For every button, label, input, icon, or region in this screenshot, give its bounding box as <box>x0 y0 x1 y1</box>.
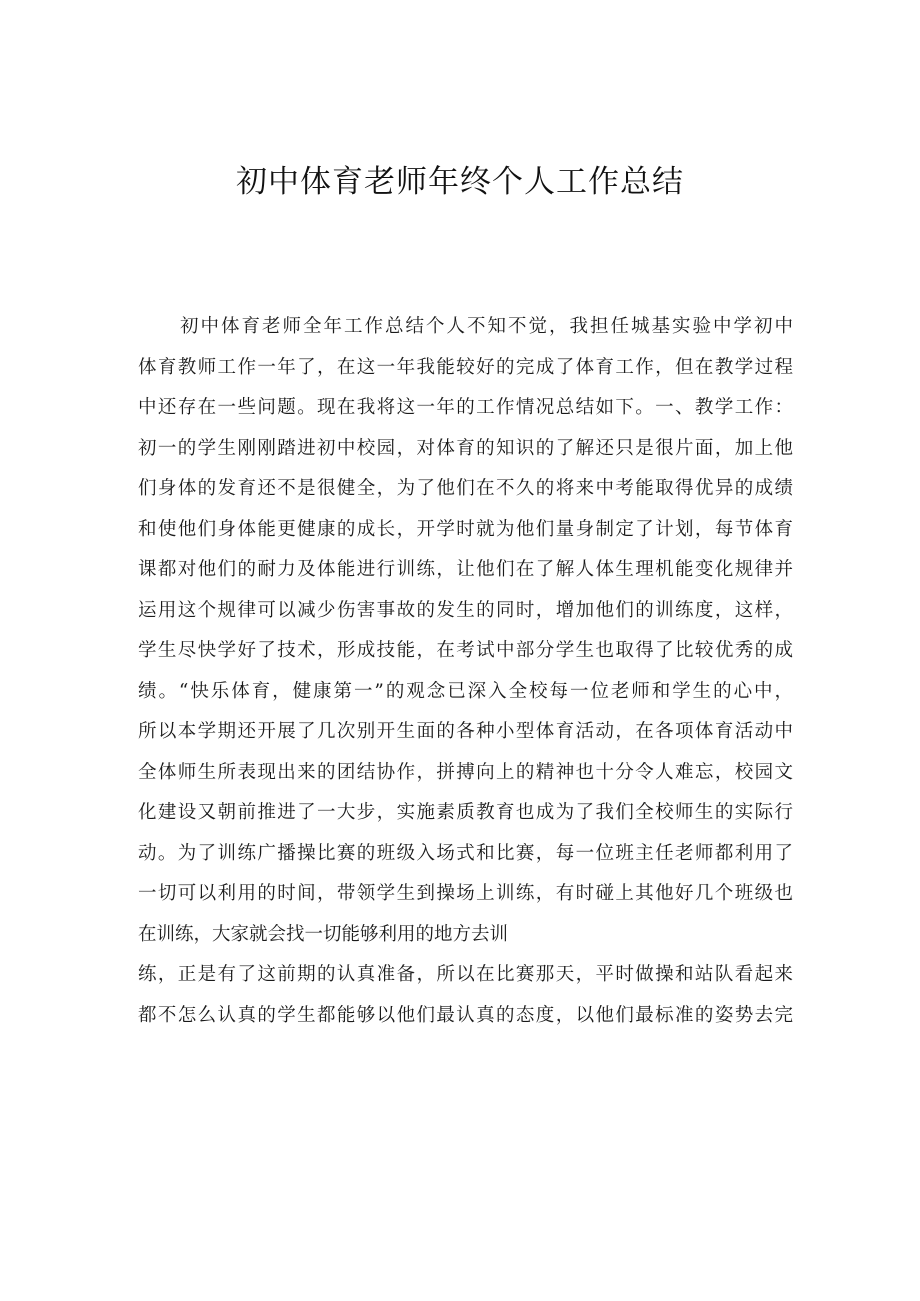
body-line: 初一的学生刚刚踏进初中校园，对体育的知识的了解还只是很片面，加上他 <box>138 437 793 459</box>
body-line: 运用这个规律可以减少伤害事故的发生的同时，增加他们的训练度，这样， <box>138 599 793 621</box>
body-line: 在训练，大家就会找一切能够利用的地方去训 <box>138 923 509 945</box>
body-line: 和使他们身体能更健康的成长，开学时就为他们量身制定了计划，每节体育 <box>138 518 793 540</box>
body-line: 化建设又朝前推进了一大步，实施素质教育也成为了我们全校师生的实际行 <box>138 802 793 823</box>
body-line: 绩。“快乐体育，健康第一”的观念已深入全校每一位老师和学生的心中， <box>138 680 793 702</box>
document-title: 初中体育老师年终个人工作总结 <box>236 164 684 200</box>
body-line: 全体师生所表现出来的团结协作，拼搏向上的精神也十分令人难忘，校园文 <box>138 761 793 783</box>
body-line: 们身体的发育还不是很健全，为了他们在不久的将来中考能取得优异的成绩 <box>138 478 793 499</box>
body-line: 练，正是有了这前期的认真准备，所以在比赛那天，平时做操和站队看起来 <box>138 964 793 985</box>
document-body <box>138 307 793 1036</box>
body-line: 动。为了训练广播操比赛的班级入场式和比赛，每一位班主任老师都利用了 <box>138 842 793 864</box>
body-line: 学生尽快学好了技术，形成技能，在考试中部分学生也取得了比较优秀的成 <box>138 640 793 661</box>
body-line: 初中体育老师全年工作总结个人不知不觉，我担任城基实验中学初中 <box>180 316 793 337</box>
body-line: 都不怎么认真的学生都能够以他们最认真的态度，以他们最标准的姿势去完 <box>138 1004 793 1026</box>
body-line: 课都对他们的耐力及体能进行训练，让他们在了解人体生理机能变化规律并 <box>138 559 793 580</box>
body-line: 所以本学期还开展了几次别开生面的各种小型体育活动，在各项体育活动中 <box>138 721 793 742</box>
body-line: 中还存在一些问题。现在我将这一年的工作情况总结如下。一、教学工作： <box>138 397 793 418</box>
body-line: 体育教师工作一年了，在这一年我能较好的完成了体育工作，但在教学过程 <box>138 356 793 378</box>
body-line: 一切可以利用的时间，带领学生到操场上训练，有时碰上其他好几个班级也 <box>138 883 793 904</box>
